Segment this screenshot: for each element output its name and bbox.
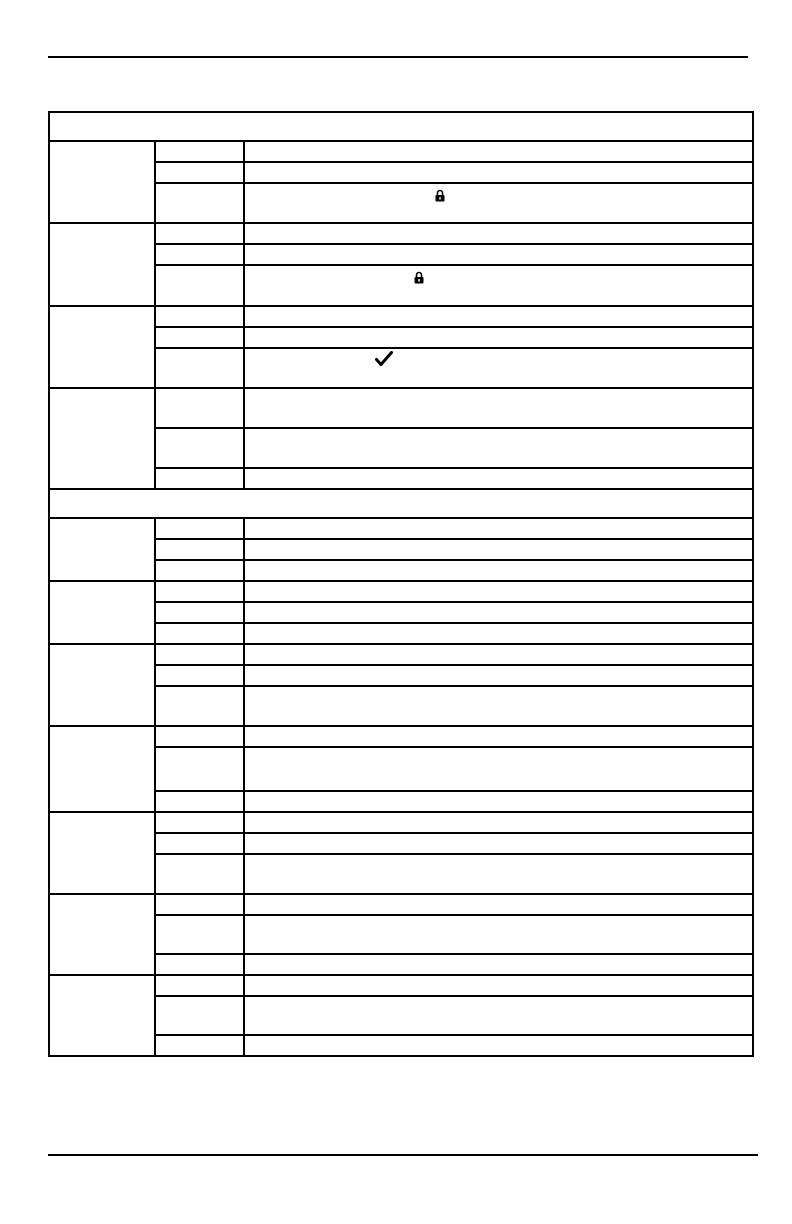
description-cell (244, 1035, 753, 1056)
sub-label-cell (155, 644, 244, 665)
footer-rule (48, 1154, 758, 1156)
sub-label-cell (155, 581, 244, 602)
description-cell (244, 602, 753, 623)
sub-label-cell (155, 1035, 244, 1056)
sub-label-cell (155, 812, 244, 833)
table-row (49, 996, 753, 1035)
description-cell (244, 162, 753, 183)
table-row (49, 854, 753, 894)
checkmark-icon (375, 351, 393, 370)
description-cell (244, 791, 753, 812)
header-rule (48, 56, 748, 58)
sub-label-cell (155, 223, 244, 244)
row-group-label (49, 726, 155, 812)
sub-label-cell (155, 141, 244, 162)
sub-label-cell (155, 468, 244, 489)
row-group-label (49, 812, 155, 894)
sub-label-cell (155, 726, 244, 747)
sub-label-cell (155, 327, 244, 348)
description-cell (244, 265, 753, 306)
sub-label-cell (155, 602, 244, 623)
section-1-title (49, 112, 753, 141)
sub-label-cell (155, 518, 244, 539)
row-group-label (49, 141, 155, 223)
table-row (49, 791, 753, 812)
sub-label-cell (155, 747, 244, 791)
table-row (49, 623, 753, 644)
description-cell (244, 975, 753, 996)
table-row (49, 162, 753, 183)
table-row (49, 747, 753, 791)
table-row (49, 348, 753, 388)
description-cell (244, 954, 753, 975)
sub-label-cell (155, 686, 244, 726)
row-group-label (49, 388, 155, 489)
table-row (49, 665, 753, 686)
table-row (49, 975, 753, 996)
sub-label-cell (155, 833, 244, 854)
table-row (49, 539, 753, 560)
sub-label-cell (155, 388, 244, 428)
section-header-row (49, 489, 753, 518)
sub-label-cell (155, 539, 244, 560)
description-cell (244, 348, 753, 388)
description-cell (244, 468, 753, 489)
sub-label-cell (155, 854, 244, 894)
description-cell (244, 518, 753, 539)
description-cell (244, 644, 753, 665)
table-row (49, 894, 753, 915)
table-row (49, 428, 753, 468)
description-cell (244, 726, 753, 747)
section-header-row (49, 112, 753, 141)
table-row (49, 602, 753, 623)
description-cell (244, 306, 753, 327)
sub-label-cell (155, 954, 244, 975)
sub-label-cell (155, 894, 244, 915)
row-group-label (49, 223, 155, 306)
description-cell (244, 894, 753, 915)
description-cell (244, 141, 753, 162)
sub-label-cell (155, 162, 244, 183)
table-row (49, 644, 753, 665)
row-group-label (49, 581, 155, 644)
table-row (49, 223, 753, 244)
table-row (49, 306, 753, 327)
description-cell (244, 244, 753, 265)
sub-label-cell (155, 348, 244, 388)
row-group-label (49, 644, 155, 726)
description-cell (244, 665, 753, 686)
table-row (49, 954, 753, 975)
description-cell (244, 581, 753, 602)
description-cell (244, 833, 753, 854)
table-row (49, 915, 753, 954)
description-cell (244, 915, 753, 954)
table-row (49, 468, 753, 489)
row-group-label (49, 518, 155, 581)
sub-label-cell (155, 244, 244, 265)
sub-label-cell (155, 265, 244, 306)
table-row (49, 327, 753, 348)
row-group-label (49, 894, 155, 975)
specification-table (48, 111, 754, 1057)
table-row (49, 686, 753, 726)
table-row (49, 265, 753, 306)
description-cell (244, 812, 753, 833)
table-row (49, 833, 753, 854)
lock-icon (414, 271, 424, 287)
sub-label-cell (155, 665, 244, 686)
description-cell (244, 327, 753, 348)
table-row (49, 560, 753, 581)
lock-icon (435, 189, 445, 205)
sub-label-cell (155, 623, 244, 644)
description-cell (244, 388, 753, 428)
sub-label-cell (155, 975, 244, 996)
table-row (49, 581, 753, 602)
description-cell (244, 539, 753, 560)
table-row (49, 812, 753, 833)
table-row (49, 244, 753, 265)
description-cell (244, 996, 753, 1035)
sub-label-cell (155, 183, 244, 223)
sub-label-cell (155, 428, 244, 468)
table-row (49, 518, 753, 539)
row-group-label (49, 306, 155, 388)
section-2-title (49, 489, 753, 518)
sub-label-cell (155, 915, 244, 954)
description-cell (244, 428, 753, 468)
table-row (49, 183, 753, 223)
description-cell (244, 686, 753, 726)
description-cell (244, 854, 753, 894)
table-row (49, 141, 753, 162)
sub-label-cell (155, 560, 244, 581)
description-cell (244, 623, 753, 644)
sub-label-cell (155, 996, 244, 1035)
description-cell (244, 560, 753, 581)
description-cell (244, 183, 753, 223)
table-row (49, 388, 753, 428)
description-cell (244, 747, 753, 791)
sub-label-cell (155, 306, 244, 327)
row-group-label (49, 975, 155, 1056)
sub-label-cell (155, 791, 244, 812)
table-row (49, 726, 753, 747)
table-row (49, 1035, 753, 1056)
description-cell (244, 223, 753, 244)
